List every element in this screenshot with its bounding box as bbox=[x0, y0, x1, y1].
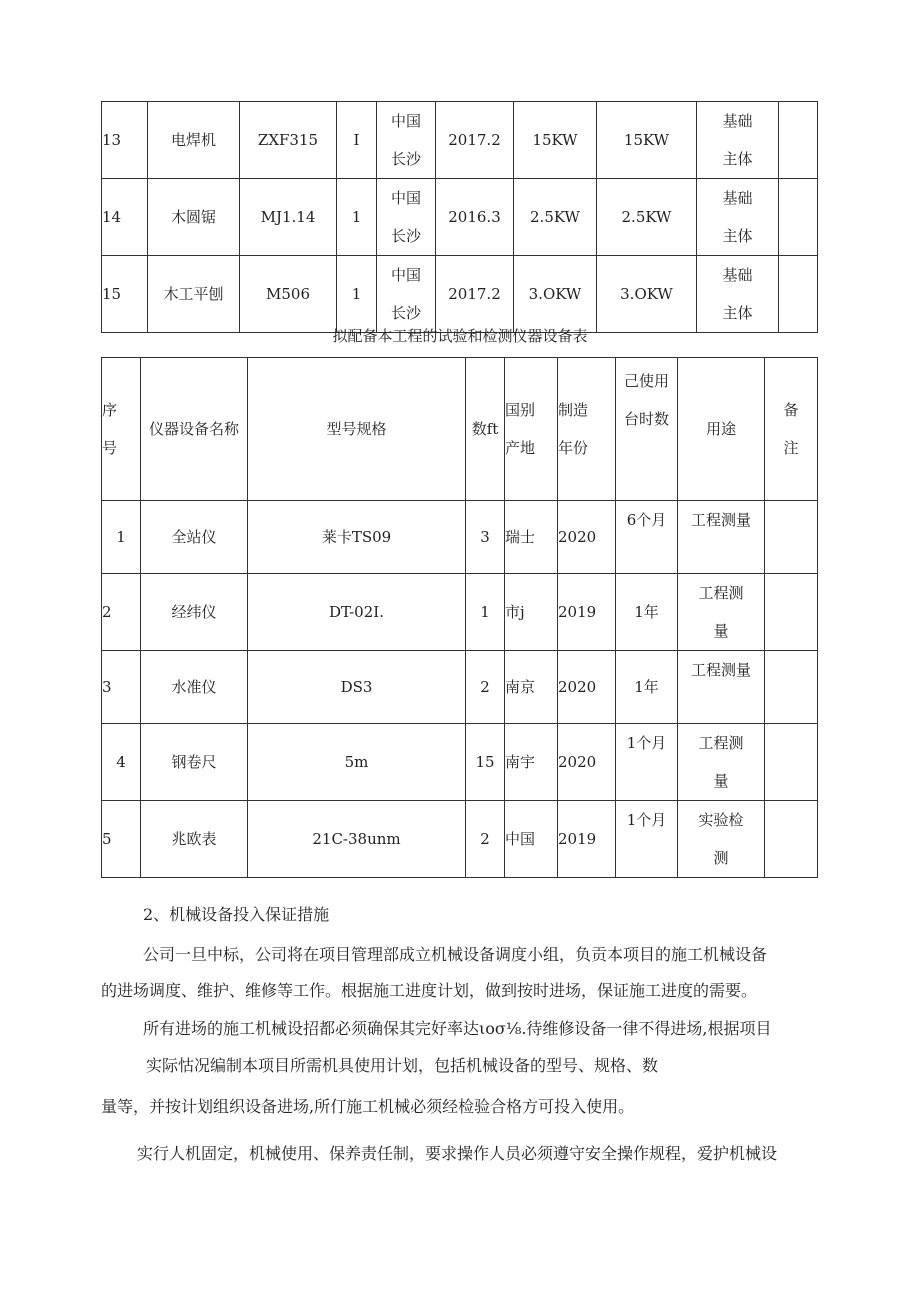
cell-name: 木工平刨 bbox=[148, 256, 240, 333]
cell-qty: 2 bbox=[466, 801, 505, 878]
paragraph-1-line-2: 的进场调度、维护、维修等工作。根据施工进度计划，做到按时进场，保证施工进度的需要。 bbox=[101, 981, 758, 1000]
cell-no: 14 bbox=[102, 179, 148, 256]
cell-model: MJ1.14 bbox=[240, 179, 337, 256]
table-row bbox=[102, 256, 818, 333]
cell-origin: 南宇 bbox=[505, 724, 558, 801]
cell-year: 2019 bbox=[558, 574, 616, 651]
table-row bbox=[102, 179, 818, 256]
paragraph-2-line-1: 所有进场的施工机械设招都必须确保其完好率达ιoσ⅛.待维修设备一律不得进场,根据项目 bbox=[143, 1019, 772, 1038]
cell-qty: 2 bbox=[466, 651, 505, 724]
table-row bbox=[102, 574, 818, 651]
table-row bbox=[102, 651, 818, 724]
cell-year: 2020 bbox=[558, 724, 616, 801]
cell-model: 莱卡TS09 bbox=[248, 501, 466, 574]
section-heading: 2、机械设备投入保证措施 bbox=[143, 905, 330, 924]
cell-origin: 中国 长沙 bbox=[377, 102, 436, 179]
cell-qty: 1 bbox=[337, 179, 377, 256]
paragraph-2-line-3: 量等，并按计划组织设备进场,所仃施工机械必须经检验合格方可投入使用。 bbox=[101, 1097, 635, 1116]
cell-name: 钢卷尺 bbox=[141, 724, 248, 801]
cell-no: 15 bbox=[102, 256, 148, 333]
cell-power: 15KW bbox=[514, 102, 597, 179]
cell-use: 基础 主体 bbox=[697, 256, 779, 333]
cell-origin: 瑞士 bbox=[505, 501, 558, 574]
cell-name: 木圆锯 bbox=[148, 179, 240, 256]
header-qty: 数ft bbox=[466, 358, 505, 501]
cell-model: ZXF315 bbox=[240, 102, 337, 179]
header-name: 仪器设备名称 bbox=[141, 358, 248, 501]
paragraph-3-line-1: 实行人机固定，机械使用、保养责任制，要求操作人员必须遵守安全操作规程，爱护机械设 bbox=[137, 1144, 778, 1163]
header-year: 制造 年份 bbox=[558, 358, 616, 501]
cell-remark bbox=[765, 574, 818, 651]
cell-remark bbox=[765, 651, 818, 724]
cell-power-rated: 15KW bbox=[597, 102, 697, 179]
table-row bbox=[102, 102, 818, 179]
cell-year: 2020 bbox=[558, 501, 616, 574]
header-no: 序 号 bbox=[102, 358, 141, 501]
cell-power-rated: 2.5KW bbox=[597, 179, 697, 256]
cell-name: 经纬仪 bbox=[141, 574, 248, 651]
cell-power: 3.OKW bbox=[514, 256, 597, 333]
cell-use: 基础 主体 bbox=[697, 102, 779, 179]
cell-year: 2017.2 bbox=[436, 256, 514, 333]
header-use: 用途 bbox=[678, 358, 765, 501]
cell-qty: I bbox=[337, 102, 377, 179]
cell-year: 2019 bbox=[558, 801, 616, 878]
cell-use: 基础 主体 bbox=[697, 179, 779, 256]
header-origin: 国别 产地 bbox=[505, 358, 558, 501]
paragraph-1-line-1: 公司一旦中标，公司将在项目管理部成立机械设备调度小组，负贡本项目的施工机械设备 bbox=[143, 945, 768, 964]
cell-no: 3 bbox=[102, 651, 141, 724]
table-row bbox=[102, 501, 818, 574]
cell-no: 2 bbox=[102, 574, 141, 651]
machinery-table bbox=[101, 101, 818, 333]
table-row bbox=[102, 724, 818, 801]
cell-name: 兆欧表 bbox=[141, 801, 248, 878]
cell-use: 工程测量 bbox=[678, 501, 765, 574]
table-row bbox=[102, 801, 818, 878]
cell-hours: 6个月 bbox=[616, 501, 678, 574]
cell-origin: 中国 长沙 bbox=[377, 256, 436, 333]
cell-model: DS3 bbox=[248, 651, 466, 724]
table-header-row bbox=[102, 358, 818, 501]
paragraph-2-line-2: 实际怙况编制本项目所需机具使用计划，包括机械设备的型号、规格、数 bbox=[146, 1056, 659, 1075]
cell-qty: 1 bbox=[337, 256, 377, 333]
cell-hours: 1个月 bbox=[616, 724, 678, 801]
cell-origin: 中国 bbox=[505, 801, 558, 878]
cell-year: 2020 bbox=[558, 651, 616, 724]
cell-name: 电焊机 bbox=[148, 102, 240, 179]
cell-qty: 3 bbox=[466, 501, 505, 574]
cell-year: 2017.2 bbox=[436, 102, 514, 179]
header-model: 型号规格 bbox=[248, 358, 466, 501]
cell-remark bbox=[779, 256, 818, 333]
cell-no: 13 bbox=[102, 102, 148, 179]
header-remark: 备 注 bbox=[765, 358, 818, 501]
cell-use: 工程测量 bbox=[678, 651, 765, 724]
cell-model: M506 bbox=[240, 256, 337, 333]
cell-no: 5 bbox=[102, 801, 141, 878]
cell-model: 21C-38unm bbox=[248, 801, 466, 878]
cell-remark bbox=[779, 102, 818, 179]
cell-remark bbox=[765, 724, 818, 801]
cell-power: 2.5KW bbox=[514, 179, 597, 256]
cell-hours: 1个月 bbox=[616, 801, 678, 878]
cell-origin: 南京 bbox=[505, 651, 558, 724]
cell-power-rated: 3.OKW bbox=[597, 256, 697, 333]
cell-name: 水准仪 bbox=[141, 651, 248, 724]
cell-year: 2016.3 bbox=[436, 179, 514, 256]
header-hours: 己使用 台时数 bbox=[616, 358, 678, 501]
cell-origin: 市j bbox=[505, 574, 558, 651]
cell-model: 5m bbox=[248, 724, 466, 801]
cell-model: DT-02I. bbox=[248, 574, 466, 651]
cell-remark bbox=[765, 501, 818, 574]
cell-use: 工程测 量 bbox=[678, 724, 765, 801]
cell-origin: 中国 长沙 bbox=[377, 179, 436, 256]
cell-use: 工程测 量 bbox=[678, 574, 765, 651]
table-caption: 拟配备本工程的试验和检测仪器设备表 bbox=[332, 327, 588, 345]
cell-remark bbox=[765, 801, 818, 878]
instrument-table bbox=[101, 357, 818, 878]
cell-name: 全站仪 bbox=[141, 501, 248, 574]
cell-use: 实验检 测 bbox=[678, 801, 765, 878]
cell-qty: 15 bbox=[466, 724, 505, 801]
cell-no: 1 bbox=[102, 501, 141, 574]
cell-hours: 1年 bbox=[616, 651, 678, 724]
cell-qty: 1 bbox=[466, 574, 505, 651]
cell-hours: 1年 bbox=[616, 574, 678, 651]
cell-remark bbox=[779, 179, 818, 256]
cell-no: 4 bbox=[102, 724, 141, 801]
